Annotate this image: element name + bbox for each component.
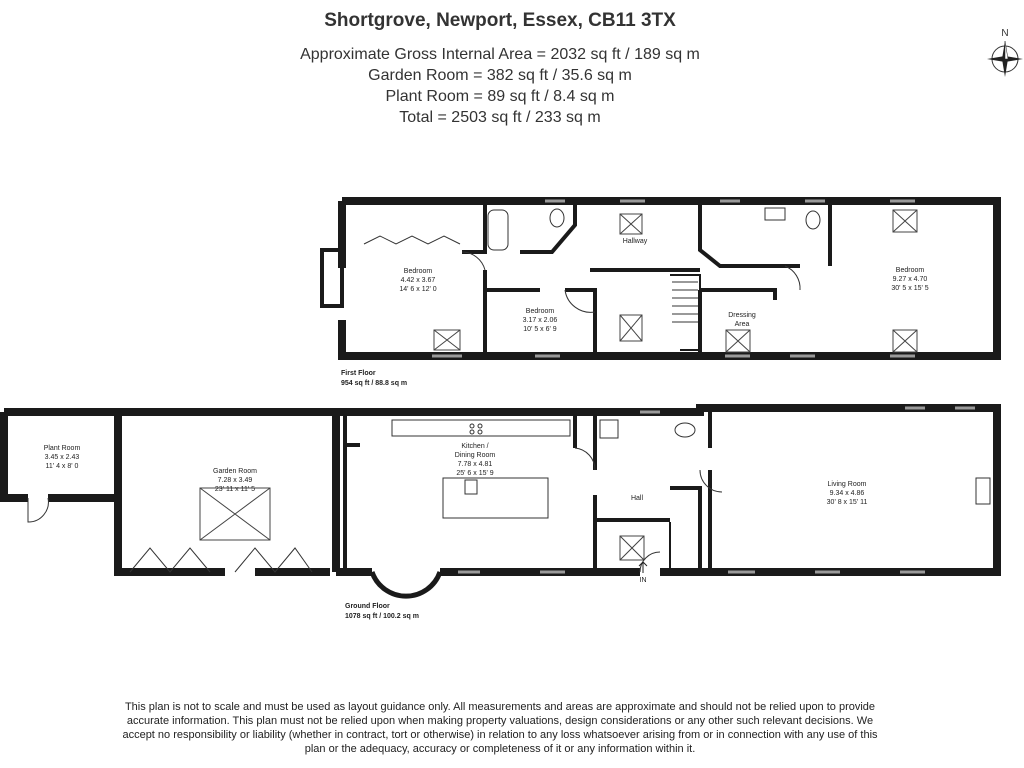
room-dimensions-metric: 4.42 x 3.67 xyxy=(400,277,436,284)
room-name: Kitchen / xyxy=(461,443,489,450)
room-name: Garden Room xyxy=(213,468,257,475)
room-dimensions-imperial: 14' 6 x 12' 0 xyxy=(399,286,437,293)
plant-room-area: Plant Room = 89 sq ft / 8.4 sq m xyxy=(385,88,615,105)
room-dimensions-metric: 7.78 x 4.81 xyxy=(457,461,493,468)
first-floor-internal-walls xyxy=(462,201,830,356)
room-name: Plant Room xyxy=(43,445,81,452)
windows xyxy=(432,201,975,572)
room-dimensions-imperial: 11' 4 x 8' 0 xyxy=(45,463,79,470)
room-name: Hallway xyxy=(622,238,648,245)
room-dimensions-imperial: 30' 8 x 15' 11 xyxy=(826,499,868,506)
bath-icon xyxy=(488,210,508,250)
first-floor-stairs xyxy=(670,275,700,350)
garden-room-area: Garden Room = 382 sq ft / 35.6 sq m xyxy=(368,67,632,84)
room-name: Bedroom xyxy=(525,308,555,315)
floor-label: Ground Floor xyxy=(345,603,390,610)
room-name: Living Room xyxy=(827,481,867,488)
room-dimensions-metric: 7.28 x 3.49 xyxy=(217,477,253,484)
total-area: Total = 2503 sq ft / 233 sq m xyxy=(399,109,601,126)
room-name: Dressing xyxy=(728,312,756,319)
wardrobe xyxy=(364,236,460,244)
sink-icon xyxy=(465,480,477,494)
room-name: Bedroom xyxy=(403,268,433,275)
room-dimensions-imperial: 30' 5 x 15' 5 xyxy=(891,285,929,292)
first-floor-stair-treads xyxy=(672,282,698,322)
room-name-line-2: Area xyxy=(734,321,750,328)
ground-toilet-icon xyxy=(675,423,695,437)
room-dimensions-metric: 9.34 x 4.86 xyxy=(829,490,865,497)
room-dimensions-metric: 3.17 x 2.06 xyxy=(522,317,558,324)
toilet-icon-2 xyxy=(806,211,820,229)
skylights xyxy=(200,210,917,560)
page-title: Shortgrove, Newport, Essex, CB11 3TX xyxy=(324,10,676,31)
entrance-label: IN xyxy=(639,577,647,584)
floor-label: First Floor xyxy=(341,370,376,377)
kitchen-island xyxy=(443,478,548,518)
bay-window xyxy=(372,572,440,596)
shower-icon xyxy=(600,420,618,438)
room-dimensions-metric: 9.27 x 4.70 xyxy=(892,276,928,283)
room-dimensions-metric: 3.45 x 2.43 xyxy=(44,454,80,461)
floor-area: 954 sq ft / 88.8 sq m xyxy=(341,380,408,387)
floor-area: 1078 sq ft / 100.2 sq m xyxy=(345,613,419,620)
room-name-line-2: Dining Room xyxy=(454,452,496,459)
gross-internal-area: Approximate Gross Internal Area = 2032 sq ft / 189 sq m xyxy=(300,46,700,63)
compass-label: N xyxy=(1001,28,1009,39)
room-dimensions-imperial: 25' 6 x 15' 9 xyxy=(456,470,494,477)
room-dimensions-imperial: 10' 5 x 6' 9 xyxy=(523,326,557,333)
disclaimer: This plan is not to scale and must be used as layout guidance only. All measurements and areas are approximate and should not be relied upon to provide accurate information. This plan must not be relied upon when making property valuations, design considerations or any other such relevant decisions. We accept no responsibility or liability (whether in contract, tort or otherwise) in relation to any loss whatsoever arising from or in connection with any use of this plan or the adequacy, accuracy or completeness of it or any information within it. xyxy=(122,701,878,755)
fireplace-icon xyxy=(976,478,990,504)
toilet-icon xyxy=(550,209,564,227)
room-dimensions-imperial: 23' 11 x 11' 5 xyxy=(214,486,256,493)
room-name: Bedroom xyxy=(895,267,925,274)
room-name: Hall xyxy=(630,495,644,502)
basin-icon xyxy=(765,208,785,220)
